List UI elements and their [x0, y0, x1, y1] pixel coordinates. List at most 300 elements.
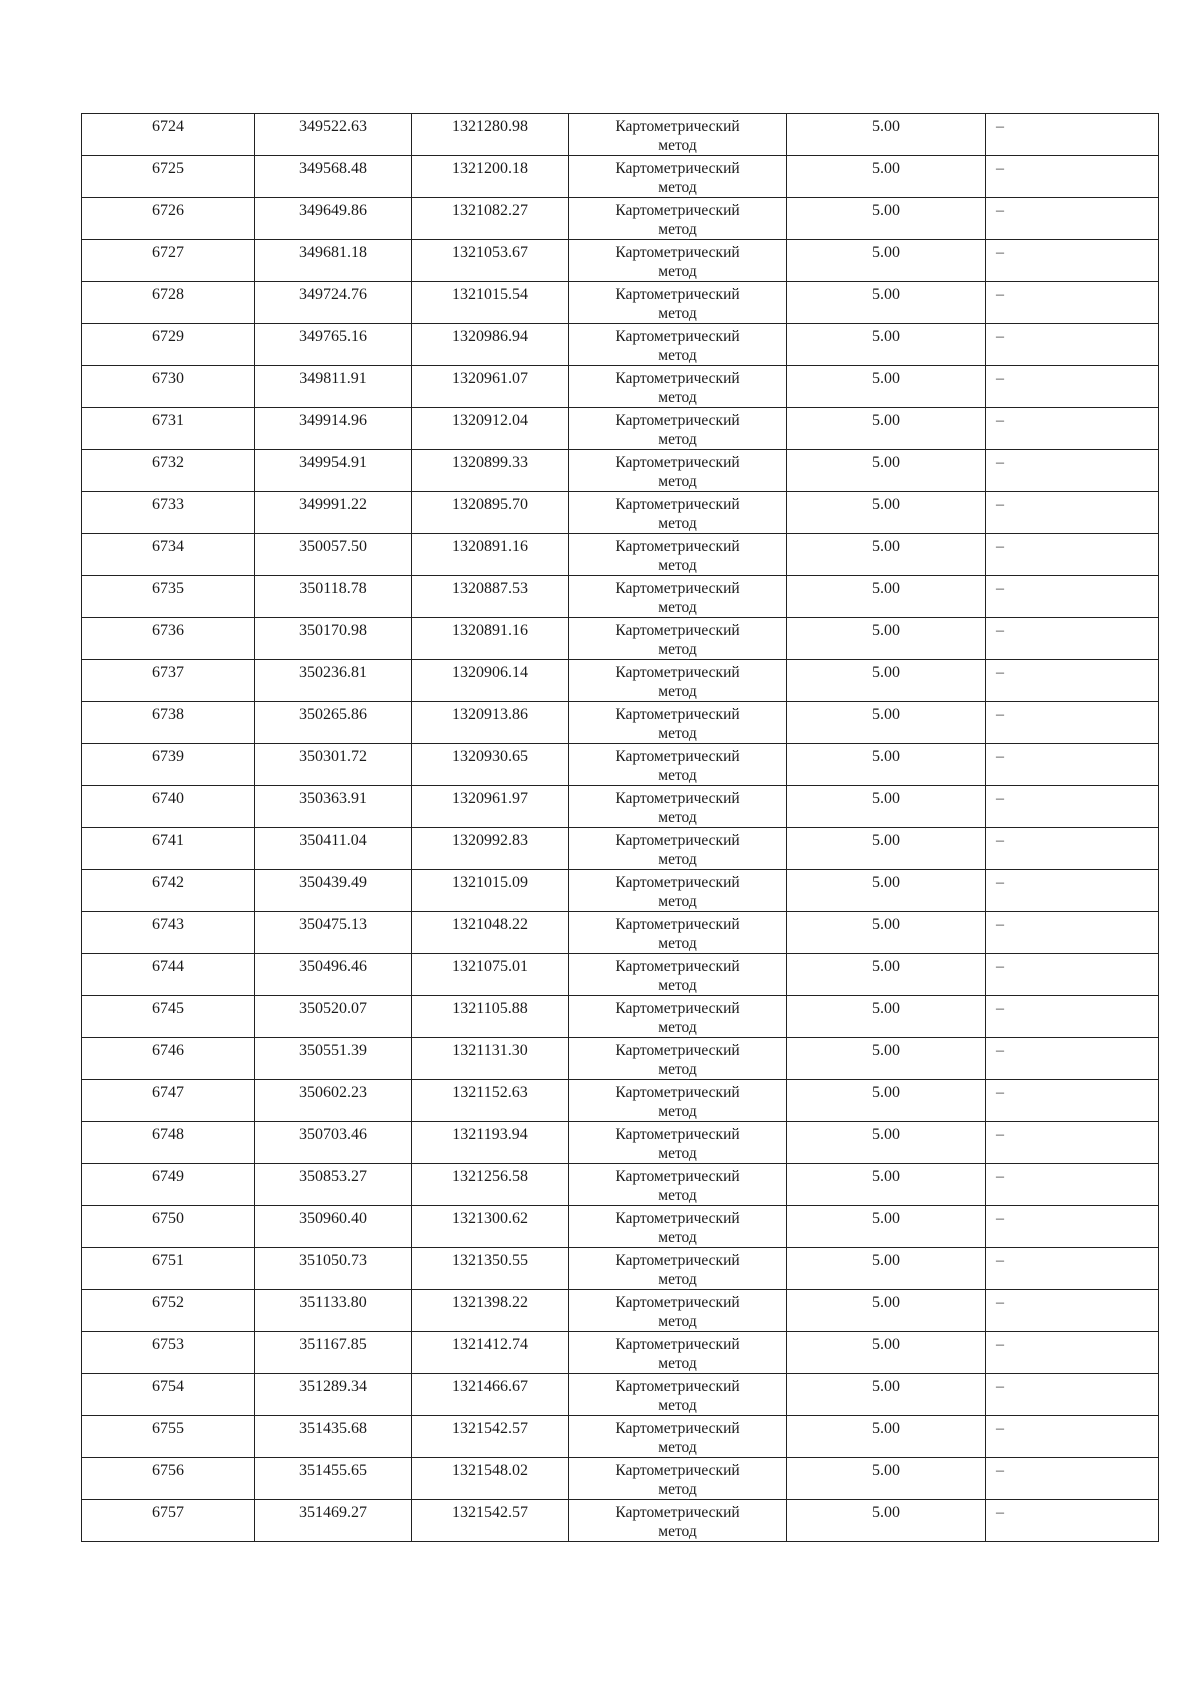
table-row [82, 240, 1159, 282]
accuracy-cell: 5.00 [787, 576, 986, 618]
x-coordinate-cell: 350118.78 [255, 576, 412, 618]
accuracy-cell: 5.00 [787, 156, 986, 198]
method-line-2: метод [658, 851, 697, 868]
accuracy-cell: 5.00 [787, 408, 986, 450]
x-coordinate-cell: 350057.50 [255, 534, 412, 576]
y-coordinate-cell: 1321280.98 [412, 114, 569, 156]
point-number-cell: 6728 [82, 282, 255, 324]
method-line-2: метод [658, 1019, 697, 1036]
method-line-1: Картометрический [615, 1000, 740, 1017]
method-line-1: Картометрический [615, 1420, 740, 1437]
method-cell [569, 366, 787, 408]
x-coordinate-cell: 349954.91 [255, 450, 412, 492]
note-cell: – [986, 156, 1159, 198]
y-coordinate-cell: 1321053.67 [412, 240, 569, 282]
table-row [82, 1248, 1159, 1290]
x-coordinate-cell: 350439.49 [255, 870, 412, 912]
note-cell: – [986, 996, 1159, 1038]
table-row [82, 870, 1159, 912]
point-number-cell: 6741 [82, 828, 255, 870]
method-line-1: Картометрический [615, 706, 740, 723]
x-coordinate-cell: 350602.23 [255, 1080, 412, 1122]
table-row [82, 702, 1159, 744]
method-line-1: Картометрический [615, 244, 740, 261]
method-line-2: метод [658, 893, 697, 910]
method-line-2: метод [658, 725, 697, 742]
y-coordinate-cell: 1320891.16 [412, 534, 569, 576]
note-cell: – [986, 744, 1159, 786]
y-coordinate-cell: 1320961.07 [412, 366, 569, 408]
x-coordinate-cell: 350411.04 [255, 828, 412, 870]
x-coordinate-cell: 350853.27 [255, 1164, 412, 1206]
accuracy-cell: 5.00 [787, 534, 986, 576]
point-number-cell: 6730 [82, 366, 255, 408]
point-number-cell: 6729 [82, 324, 255, 366]
point-number-cell: 6725 [82, 156, 255, 198]
coordinates-table [81, 113, 1159, 1542]
method-line-2: метод [658, 683, 697, 700]
table-row [82, 198, 1159, 240]
accuracy-cell: 5.00 [787, 870, 986, 912]
method-cell [569, 1122, 787, 1164]
method-line-1: Картометрический [615, 1168, 740, 1185]
method-cell [569, 114, 787, 156]
accuracy-cell: 5.00 [787, 198, 986, 240]
y-coordinate-cell: 1320930.65 [412, 744, 569, 786]
method-line-1: Картометрический [615, 1126, 740, 1143]
note-cell: – [986, 1416, 1159, 1458]
point-number-cell: 6751 [82, 1248, 255, 1290]
y-coordinate-cell: 1320986.94 [412, 324, 569, 366]
method-line-2: метод [658, 1145, 697, 1162]
y-coordinate-cell: 1321548.02 [412, 1458, 569, 1500]
method-cell [569, 534, 787, 576]
table-row [82, 156, 1159, 198]
method-line-2: метод [658, 515, 697, 532]
point-number-cell: 6737 [82, 660, 255, 702]
accuracy-cell: 5.00 [787, 1206, 986, 1248]
note-cell: – [986, 660, 1159, 702]
method-line-1: Картометрический [615, 202, 740, 219]
method-line-2: метод [658, 1397, 697, 1414]
table-row [82, 786, 1159, 828]
point-number-cell: 6734 [82, 534, 255, 576]
table-row [82, 114, 1159, 156]
y-coordinate-cell: 1320912.04 [412, 408, 569, 450]
method-line-2: метод [658, 641, 697, 658]
note-cell: – [986, 1164, 1159, 1206]
accuracy-cell: 5.00 [787, 1080, 986, 1122]
table-row [82, 1080, 1159, 1122]
point-number-cell: 6731 [82, 408, 255, 450]
table-row [82, 408, 1159, 450]
method-line-2: метод [658, 977, 697, 994]
method-cell [569, 156, 787, 198]
note-cell: – [986, 492, 1159, 534]
note-cell: – [986, 1206, 1159, 1248]
method-cell [569, 1500, 787, 1542]
point-number-cell: 6742 [82, 870, 255, 912]
note-cell: – [986, 408, 1159, 450]
method-line-1: Картометрический [615, 622, 740, 639]
point-number-cell: 6756 [82, 1458, 255, 1500]
note-cell: – [986, 1038, 1159, 1080]
y-coordinate-cell: 1321015.09 [412, 870, 569, 912]
method-cell [569, 198, 787, 240]
x-coordinate-cell: 351455.65 [255, 1458, 412, 1500]
table-row [82, 534, 1159, 576]
point-number-cell: 6743 [82, 912, 255, 954]
table-row [82, 366, 1159, 408]
method-line-2: метод [658, 599, 697, 616]
y-coordinate-cell: 1321075.01 [412, 954, 569, 996]
table-row [82, 1164, 1159, 1206]
note-cell: – [986, 912, 1159, 954]
note-cell: – [986, 450, 1159, 492]
method-cell [569, 828, 787, 870]
table-row [82, 954, 1159, 996]
point-number-cell: 6750 [82, 1206, 255, 1248]
method-line-1: Картометрический [615, 496, 740, 513]
note-cell: – [986, 1080, 1159, 1122]
point-number-cell: 6732 [82, 450, 255, 492]
method-line-2: метод [658, 347, 697, 364]
method-line-1: Картометрический [615, 1378, 740, 1395]
y-coordinate-cell: 1321015.54 [412, 282, 569, 324]
x-coordinate-cell: 350265.86 [255, 702, 412, 744]
method-line-2: метод [658, 473, 697, 490]
accuracy-cell: 5.00 [787, 1122, 986, 1164]
y-coordinate-cell: 1320906.14 [412, 660, 569, 702]
x-coordinate-cell: 349649.86 [255, 198, 412, 240]
method-line-1: Картометрический [615, 1042, 740, 1059]
method-cell [569, 450, 787, 492]
method-cell [569, 324, 787, 366]
table-row [82, 1416, 1159, 1458]
y-coordinate-cell: 1321105.88 [412, 996, 569, 1038]
method-line-2: метод [658, 1271, 697, 1288]
accuracy-cell: 5.00 [787, 450, 986, 492]
method-cell [569, 954, 787, 996]
method-line-2: метод [658, 1481, 697, 1498]
method-cell [569, 912, 787, 954]
method-line-2: метод [658, 389, 697, 406]
x-coordinate-cell: 350363.91 [255, 786, 412, 828]
method-cell [569, 1248, 787, 1290]
x-coordinate-cell: 349568.48 [255, 156, 412, 198]
table-row [82, 324, 1159, 366]
method-cell [569, 1416, 787, 1458]
y-coordinate-cell: 1321193.94 [412, 1122, 569, 1164]
table-row [82, 828, 1159, 870]
method-line-2: метод [658, 1355, 697, 1372]
method-line-1: Картометрический [615, 1462, 740, 1479]
y-coordinate-cell: 1321200.18 [412, 156, 569, 198]
accuracy-cell: 5.00 [787, 660, 986, 702]
point-number-cell: 6740 [82, 786, 255, 828]
note-cell: – [986, 786, 1159, 828]
x-coordinate-cell: 349724.76 [255, 282, 412, 324]
note-cell: – [986, 324, 1159, 366]
method-cell [569, 282, 787, 324]
method-line-2: метод [658, 305, 697, 322]
method-cell [569, 786, 787, 828]
method-line-1: Картометрический [615, 160, 740, 177]
y-coordinate-cell: 1320961.97 [412, 786, 569, 828]
method-cell [569, 1164, 787, 1206]
accuracy-cell: 5.00 [787, 1248, 986, 1290]
method-line-2: метод [658, 221, 697, 238]
y-coordinate-cell: 1321398.22 [412, 1290, 569, 1332]
table-row [82, 618, 1159, 660]
method-line-2: метод [658, 557, 697, 574]
y-coordinate-cell: 1321256.58 [412, 1164, 569, 1206]
point-number-cell: 6752 [82, 1290, 255, 1332]
y-coordinate-cell: 1320891.16 [412, 618, 569, 660]
accuracy-cell: 5.00 [787, 1458, 986, 1500]
method-line-1: Картометрический [615, 832, 740, 849]
note-cell: – [986, 1332, 1159, 1374]
method-cell [569, 1332, 787, 1374]
method-line-2: метод [658, 767, 697, 784]
method-line-1: Картометрический [615, 328, 740, 345]
x-coordinate-cell: 350551.39 [255, 1038, 412, 1080]
point-number-cell: 6733 [82, 492, 255, 534]
point-number-cell: 6754 [82, 1374, 255, 1416]
x-coordinate-cell: 349811.91 [255, 366, 412, 408]
method-line-1: Картометрический [615, 580, 740, 597]
x-coordinate-cell: 351435.68 [255, 1416, 412, 1458]
method-cell [569, 870, 787, 912]
table-row [82, 576, 1159, 618]
point-number-cell: 6745 [82, 996, 255, 1038]
method-line-2: метод [658, 1439, 697, 1456]
method-line-2: метод [658, 179, 697, 196]
x-coordinate-cell: 350475.13 [255, 912, 412, 954]
note-cell: – [986, 870, 1159, 912]
method-line-2: метод [658, 1187, 697, 1204]
point-number-cell: 6753 [82, 1332, 255, 1374]
method-line-1: Картометрический [615, 412, 740, 429]
method-line-2: метод [658, 263, 697, 280]
point-number-cell: 6755 [82, 1416, 255, 1458]
method-cell [569, 1290, 787, 1332]
point-number-cell: 6748 [82, 1122, 255, 1164]
table-row [82, 1290, 1159, 1332]
table-row [82, 1374, 1159, 1416]
y-coordinate-cell: 1321082.27 [412, 198, 569, 240]
note-cell: – [986, 828, 1159, 870]
y-coordinate-cell: 1320887.53 [412, 576, 569, 618]
accuracy-cell: 5.00 [787, 1332, 986, 1374]
x-coordinate-cell: 349681.18 [255, 240, 412, 282]
method-line-2: метод [658, 431, 697, 448]
accuracy-cell: 5.00 [787, 744, 986, 786]
method-line-1: Картометрический [615, 958, 740, 975]
x-coordinate-cell: 350170.98 [255, 618, 412, 660]
accuracy-cell: 5.00 [787, 954, 986, 996]
x-coordinate-cell: 350236.81 [255, 660, 412, 702]
method-line-2: метод [658, 1523, 697, 1540]
method-line-2: метод [658, 809, 697, 826]
method-line-2: метод [658, 935, 697, 952]
point-number-cell: 6749 [82, 1164, 255, 1206]
method-cell [569, 1206, 787, 1248]
table-row [82, 1122, 1159, 1164]
y-coordinate-cell: 1320899.33 [412, 450, 569, 492]
method-line-1: Картометрический [615, 118, 740, 135]
note-cell: – [986, 366, 1159, 408]
y-coordinate-cell: 1320992.83 [412, 828, 569, 870]
accuracy-cell: 5.00 [787, 1374, 986, 1416]
table-row [82, 1458, 1159, 1500]
accuracy-cell: 5.00 [787, 702, 986, 744]
accuracy-cell: 5.00 [787, 618, 986, 660]
method-line-1: Картометрический [615, 1336, 740, 1353]
y-coordinate-cell: 1321542.57 [412, 1416, 569, 1458]
y-coordinate-cell: 1320913.86 [412, 702, 569, 744]
method-line-1: Картометрический [615, 370, 740, 387]
table-row [82, 1206, 1159, 1248]
point-number-cell: 6744 [82, 954, 255, 996]
note-cell: – [986, 1500, 1159, 1542]
x-coordinate-cell: 350496.46 [255, 954, 412, 996]
x-coordinate-cell: 350703.46 [255, 1122, 412, 1164]
method-line-1: Картометрический [615, 664, 740, 681]
table-row [82, 282, 1159, 324]
method-line-1: Картометрический [615, 790, 740, 807]
method-cell [569, 744, 787, 786]
table-row [82, 1500, 1159, 1542]
note-cell: – [986, 240, 1159, 282]
table-row [82, 450, 1159, 492]
method-line-2: метод [658, 1313, 697, 1330]
note-cell: – [986, 1458, 1159, 1500]
point-number-cell: 6726 [82, 198, 255, 240]
note-cell: – [986, 534, 1159, 576]
method-line-1: Картометрический [615, 454, 740, 471]
method-cell [569, 660, 787, 702]
accuracy-cell: 5.00 [787, 366, 986, 408]
note-cell: – [986, 576, 1159, 618]
method-line-2: метод [658, 1061, 697, 1078]
point-number-cell: 6738 [82, 702, 255, 744]
method-line-1: Картометрический [615, 1252, 740, 1269]
method-cell [569, 1080, 787, 1122]
table-row [82, 1332, 1159, 1374]
table-row [82, 1038, 1159, 1080]
x-coordinate-cell: 349991.22 [255, 492, 412, 534]
method-line-1: Картометрический [615, 916, 740, 933]
x-coordinate-cell: 351133.80 [255, 1290, 412, 1332]
note-cell: – [986, 618, 1159, 660]
accuracy-cell: 5.00 [787, 1500, 986, 1542]
method-cell [569, 492, 787, 534]
accuracy-cell: 5.00 [787, 1164, 986, 1206]
note-cell: – [986, 1248, 1159, 1290]
method-cell [569, 576, 787, 618]
accuracy-cell: 5.00 [787, 1416, 986, 1458]
note-cell: – [986, 1374, 1159, 1416]
method-line-1: Картометрический [615, 1084, 740, 1101]
y-coordinate-cell: 1321412.74 [412, 1332, 569, 1374]
accuracy-cell: 5.00 [787, 282, 986, 324]
point-number-cell: 6739 [82, 744, 255, 786]
method-cell [569, 240, 787, 282]
method-cell [569, 702, 787, 744]
y-coordinate-cell: 1321350.55 [412, 1248, 569, 1290]
accuracy-cell: 5.00 [787, 492, 986, 534]
method-line-1: Картометрический [615, 538, 740, 555]
method-line-1: Картометрический [615, 286, 740, 303]
accuracy-cell: 5.00 [787, 324, 986, 366]
point-number-cell: 6746 [82, 1038, 255, 1080]
method-cell [569, 408, 787, 450]
accuracy-cell: 5.00 [787, 114, 986, 156]
note-cell: – [986, 954, 1159, 996]
y-coordinate-cell: 1321300.62 [412, 1206, 569, 1248]
x-coordinate-cell: 350960.40 [255, 1206, 412, 1248]
note-cell: – [986, 702, 1159, 744]
point-number-cell: 6736 [82, 618, 255, 660]
method-line-1: Картометрический [615, 1504, 740, 1521]
table-row [82, 492, 1159, 534]
method-line-1: Картометрический [615, 1210, 740, 1227]
x-coordinate-cell: 349914.96 [255, 408, 412, 450]
note-cell: – [986, 282, 1159, 324]
method-cell [569, 1458, 787, 1500]
x-coordinate-cell: 350520.07 [255, 996, 412, 1038]
x-coordinate-cell: 351167.85 [255, 1332, 412, 1374]
y-coordinate-cell: 1321131.30 [412, 1038, 569, 1080]
x-coordinate-cell: 350301.72 [255, 744, 412, 786]
point-number-cell: 6735 [82, 576, 255, 618]
method-cell [569, 1374, 787, 1416]
table-row [82, 744, 1159, 786]
accuracy-cell: 5.00 [787, 1290, 986, 1332]
y-coordinate-cell: 1321466.67 [412, 1374, 569, 1416]
accuracy-cell: 5.00 [787, 1038, 986, 1080]
accuracy-cell: 5.00 [787, 996, 986, 1038]
x-coordinate-cell: 351050.73 [255, 1248, 412, 1290]
point-number-cell: 6757 [82, 1500, 255, 1542]
method-line-2: метод [658, 1229, 697, 1246]
y-coordinate-cell: 1321542.57 [412, 1500, 569, 1542]
y-coordinate-cell: 1320895.70 [412, 492, 569, 534]
point-number-cell: 6724 [82, 114, 255, 156]
x-coordinate-cell: 349765.16 [255, 324, 412, 366]
note-cell: – [986, 114, 1159, 156]
method-cell [569, 618, 787, 660]
method-cell [569, 1038, 787, 1080]
point-number-cell: 6747 [82, 1080, 255, 1122]
accuracy-cell: 5.00 [787, 912, 986, 954]
note-cell: – [986, 1122, 1159, 1164]
note-cell: – [986, 1290, 1159, 1332]
method-line-2: метод [658, 1103, 697, 1120]
point-number-cell: 6727 [82, 240, 255, 282]
accuracy-cell: 5.00 [787, 828, 986, 870]
method-cell [569, 996, 787, 1038]
coordinates-table-body [82, 114, 1159, 1542]
method-line-1: Картометрический [615, 748, 740, 765]
table-row [82, 996, 1159, 1038]
method-line-2: метод [658, 137, 697, 154]
table-row [82, 660, 1159, 702]
x-coordinate-cell: 351469.27 [255, 1500, 412, 1542]
y-coordinate-cell: 1321048.22 [412, 912, 569, 954]
x-coordinate-cell: 349522.63 [255, 114, 412, 156]
